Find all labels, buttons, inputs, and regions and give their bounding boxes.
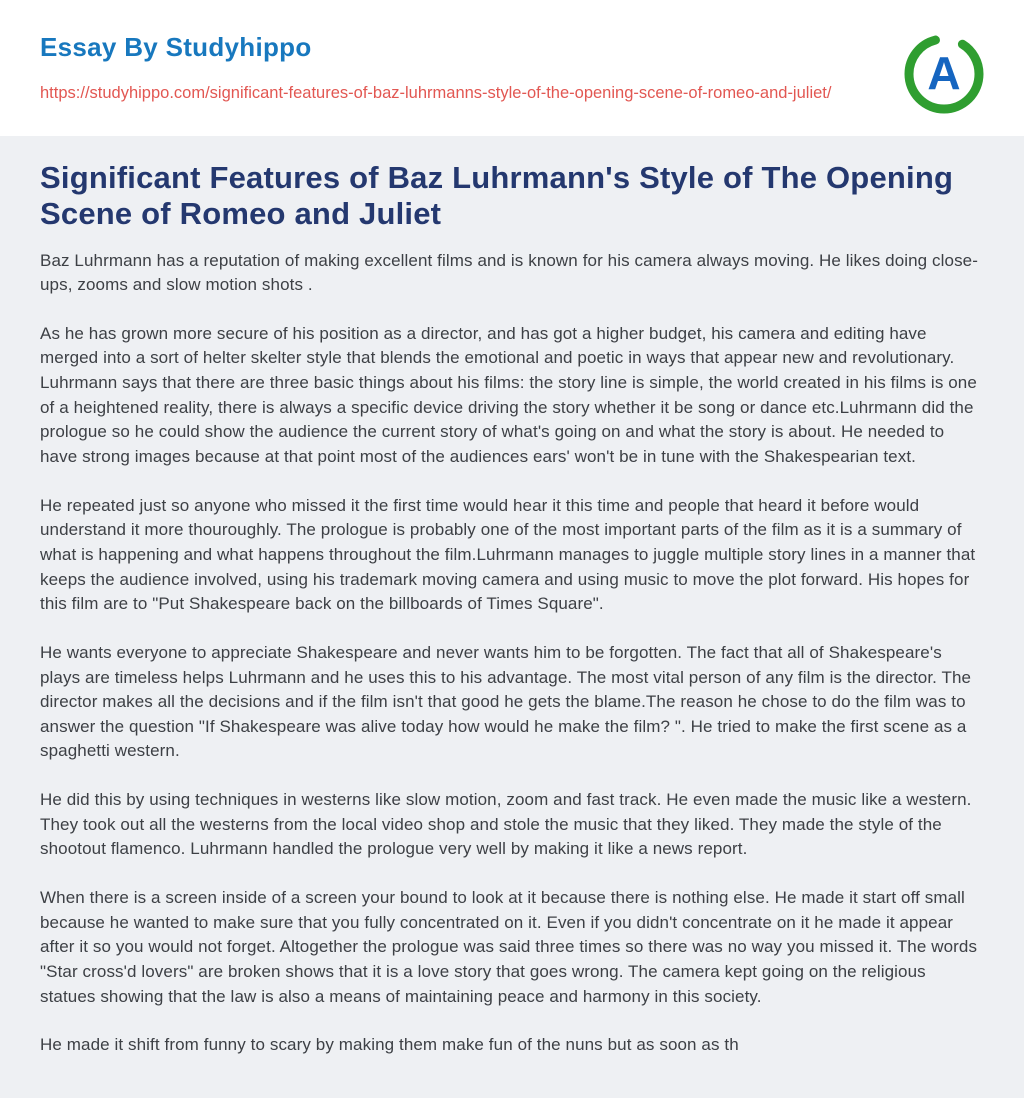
essay-paragraph: He made it shift from funny to scary by making them make fun of the nuns but as soon as th xyxy=(40,1035,739,1055)
essay-paragraph: He wants everyone to appreciate Shakespeare and never wants him to be forgotten. The fact that all of Shakespeare's plays are timeless helps Luhrmann and he uses this to his advantage. The most vital person of any film is the director. The director makes all the decisions and if the film isn't that good he gets the blame.The reason he chose to do the film was to answer the question "If Shakespeare was alive today how would he make the film? ". He tried to make the first scene as a spaghetti western. xyxy=(40,642,972,761)
header-text-block xyxy=(40,32,831,107)
site-title: Essay By Studyhippo xyxy=(40,32,312,62)
essay-paragraph: He did this by using techniques in westerns like slow motion, zoom and fast track. He even made the music like a western. They took out all the westerns from the local video shop and stole the music that they liked. They made the style of the shootout flamenco. Luhrmann handled the prologue very well by making it like a news report. xyxy=(40,790,972,859)
essay-paragraph: When there is a screen inside of a screen your bound to look at it because there is nothing else. He made it start off small because he wanted to make sure that you fully concentrated on it. Even if you didn't concentrate on it he made it appear after it so you would not forget. Altogether the prologue was said three times so there was no way you missed it. The words "Star cross'd lovers" are broken shows that it is a love story that goes wrong. The camera kept going on the religious statues showing that the law is also a means of maintaining peace and harmony in this society. xyxy=(40,887,978,1006)
essay-title: Significant Features of Baz Luhrmann's Style of The Opening Scene of Romeo and Juliet xyxy=(40,160,954,232)
source-url-link[interactable]: https://studyhippo.com/significant-features-of-baz-luhrmanns-style-of-the-opening-scene-of-romeo-and-juliet/ xyxy=(40,84,832,102)
essay-content xyxy=(0,136,1024,1098)
page-header xyxy=(0,0,1024,136)
essay-paragraph: He repeated just so anyone who missed it the first time would hear it this time and people that heard it before would understand it more thouroughly. The prologue is probably one of the most important parts of the film as it is a summary of what is happening and what happens throughout the film.Luhrmann manages to juggle multiple story lines in a manner that keeps the audience involved, using his trademark moving camera and using music to move the plot forward. His hopes for this film are to "Put Shakespeare back on the billboards of Times Square". xyxy=(40,495,976,614)
logo-letter: A xyxy=(927,47,961,99)
essay-paragraph: As he has grown more secure of his position as a director, and has got a higher budget, his camera and editing have merged into a sort of helter skelter style that blends the emotional and poetic in ways that appear new and revolutionary. Luhrmann says that there are three basic things about his films: the story line is simple, the world created in his films is one of a heightened reality, there is always a specific device driving the story whether it be song or dance etc.Luhrmann did the prologue so he could show the audience the current story of what's going on and what the story is about. He needed to have strong images because at that point most of the audiences ears' won't be in tune with the Shakespearian text. xyxy=(40,323,977,467)
essay-paragraph: Baz Luhrmann has a reputation of making excellent films and is known for his camera always moving. He likes doing close-ups, zooms and slow motion shots . xyxy=(40,250,979,295)
studyhippo-logo xyxy=(904,34,984,114)
essay-body xyxy=(40,249,984,1058)
